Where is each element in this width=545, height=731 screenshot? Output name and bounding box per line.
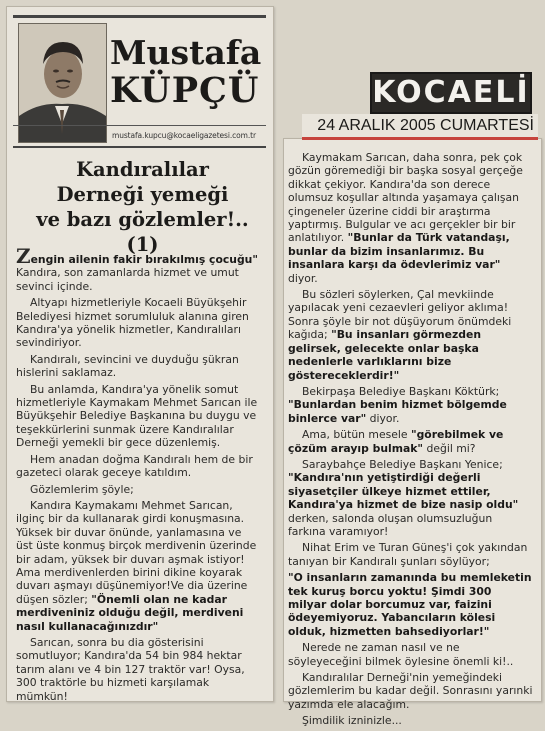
paragraph <box>16 244 261 293</box>
quote: "O insanların zamanında bu memleketin tek kuruş borcu yoktu! Şimdi 300 milyar dolar borcumuz var, faizini ödeyemiyoruz. Yabancıların kölesi olduk, hizmetten bahsediyorlar!" <box>288 571 532 638</box>
quote: "Kandıra'nın yetiştirdiği değerli siyasetçiler ülkeye hizmet ettiler, Kandıra'ya hizmet de bize nasip oldu" <box>288 471 519 512</box>
article-column-1 <box>16 244 261 706</box>
header-bottom-rule <box>13 146 266 148</box>
paragraph-text: diyor. <box>288 271 318 285</box>
paragraph: Kandıralılar Derneği'nin yemeğindeki gözlemlerim bu kadar değil. Sonrasını yarınki yazımda ele alacağım. <box>288 671 533 711</box>
paragraph <box>288 571 533 638</box>
quote: "Bunlar da Türk vatandaşı, bunlar da bizim insanlarımız. Bu insanlara karşı da ödevlerimiz var" <box>288 231 510 272</box>
author-rule <box>13 125 266 126</box>
article-column-2 <box>288 151 533 731</box>
drop-cap: Z <box>16 244 31 268</box>
paragraph: Hem anadan doğma Kandıralı hem de bir gazeteci olarak geceye katıldım. <box>16 452 253 480</box>
paragraph: Kandıralı, sevincini ve duyduğu şükran hislerini saklamaz. <box>16 352 239 380</box>
paragraph <box>288 288 533 382</box>
paragraph: Altyapı hizmetleriyle Kocaeli Büyükşehir Belediyesi hizmet sorumluluk alanına giren Kandıra'ya yönelik hizmetler, Kandıralıları sevindiriyor. <box>16 296 249 350</box>
lead-quote: engin ailenin fakir bırakılmış çocuğu" <box>30 253 258 266</box>
author-first-name: Mustafa <box>110 33 262 72</box>
article-headline <box>20 157 265 257</box>
quote: "Bunlardan benim hizmet bölgemde binlerce var" <box>288 398 507 425</box>
paragraph: Nerede ne zaman nasıl ve ne söyleyeceğini bilmek öylesine önemli ki!.. <box>288 641 514 668</box>
paragraph <box>288 151 533 285</box>
paragraph-text: Bekirpaşa Belediye Başkanı Köktürk; <box>302 384 500 398</box>
paragraph <box>288 385 533 425</box>
headline-line-1: Kandıralılar <box>76 158 209 181</box>
author-email: mustafa.kupcu@kocaeligazetesi.com.tr <box>112 131 256 140</box>
paragraph <box>16 499 261 633</box>
author-name <box>110 34 260 110</box>
paragraph-text: Bu sözleri söylerken, Çal mevkiinde yapılacak yeni cezaevleri geliyor aklıma! Sonra şöyle bir not düşüyorum önümdeki kağıda; <box>288 288 512 342</box>
issue-date: 24 ARALIK 2005 CUMARTESİ <box>302 114 538 138</box>
paragraph-text: değil mi? <box>423 441 476 455</box>
paragraph: Şimdilik izninizle... <box>302 714 402 728</box>
paragraph-text: Ama, bütün mesele <box>302 428 411 442</box>
top-rule <box>13 15 266 18</box>
paragraph: Gözlemlerim şöyle; <box>30 482 134 496</box>
quote: "görebilmek ve çözüm arayıp bulmak" <box>288 428 504 455</box>
paragraph: Bu anlamda, Kandıra'ya yönelik somut hizmetleriyle Kaymakam Mehmet Sarıcan ile Büyükşehir Belediye Başkanına bu duygu ve teşekkürlerini sunmak üzere Kandıralılar Derneği yemekli bir gece düzenlemiş. <box>16 382 258 450</box>
headline-line-3: ve bazı gözlemler!.. (1) <box>36 208 249 256</box>
paragraph: Nihat Erim ve Turan Güneş'i çok yakından tanıyan bir Kandıralı şunları söylüyor; <box>288 541 528 568</box>
paragraph-text: Kaymakam Sarıcan, daha sonra, pek çok gözün göremediği bir başka sosyal gerçeğe dikkat çekiyor. Kandıra'da son derece olumsuz koşullar altında yaşamaya çalışan çingeneler üzerine ciddi bir araştırma yaptırmış. Bulgular ve acı gerçekler bir bir anlatılıyor. <box>288 151 523 245</box>
quote: "Önemli olan ne kadar merdiveniniz olduğu değil, merdiveni nasıl kullanacağınızdır" <box>16 592 244 633</box>
headline-line-2: Derneği yemeği <box>56 183 229 206</box>
date-underline <box>302 137 538 140</box>
paragraph <box>288 458 533 538</box>
paragraph <box>288 428 533 455</box>
author-last-name: KÜPÇÜ <box>110 70 260 111</box>
quote: "Bu insanları görmezden gelirsek, gelecekte onlar başka nedenlerle varlıklarını bize göstereceklerdir!" <box>288 328 482 382</box>
paragraph-text: Kandıra Kaymakamı Mehmet Sarıcan, ilginç bir da kullanarak girdi konuşmasına. Yüksek bir duvar önünde, yanlamasına ve üst üste konmuş birçok merdivenin üzerinde bir adam, yüksek bir duvarı aşmak istiyor! Ama merdivenlerden birini dikine koyarak duvarı aşmayı düşünemiyor!Ve dia üzerine düşen sözler; <box>16 498 257 606</box>
paragraph-text: Saraybahçe Belediye Başkanı Yenice; <box>302 457 503 471</box>
newspaper-masthead: KOCAELİ <box>370 72 532 114</box>
paragraph-text: derken, salonda oluşan olumsuzluğun farkına varamıyor! <box>288 511 493 538</box>
paragraph: Sarıcan, sonra bu dia gösterisini somutluyor; Kandıra'da 54 bin 984 hektar tarım alanı ve 4 bin 127 traktör var! Oysa, 300 traktörle bu hizmeti karşılamak mümkün! <box>16 635 245 703</box>
paragraph-text: diyor. <box>366 411 400 425</box>
paragraph-text: Kandıra, son zamanlarda hizmet ve umut sevinci içinde. <box>16 266 239 293</box>
